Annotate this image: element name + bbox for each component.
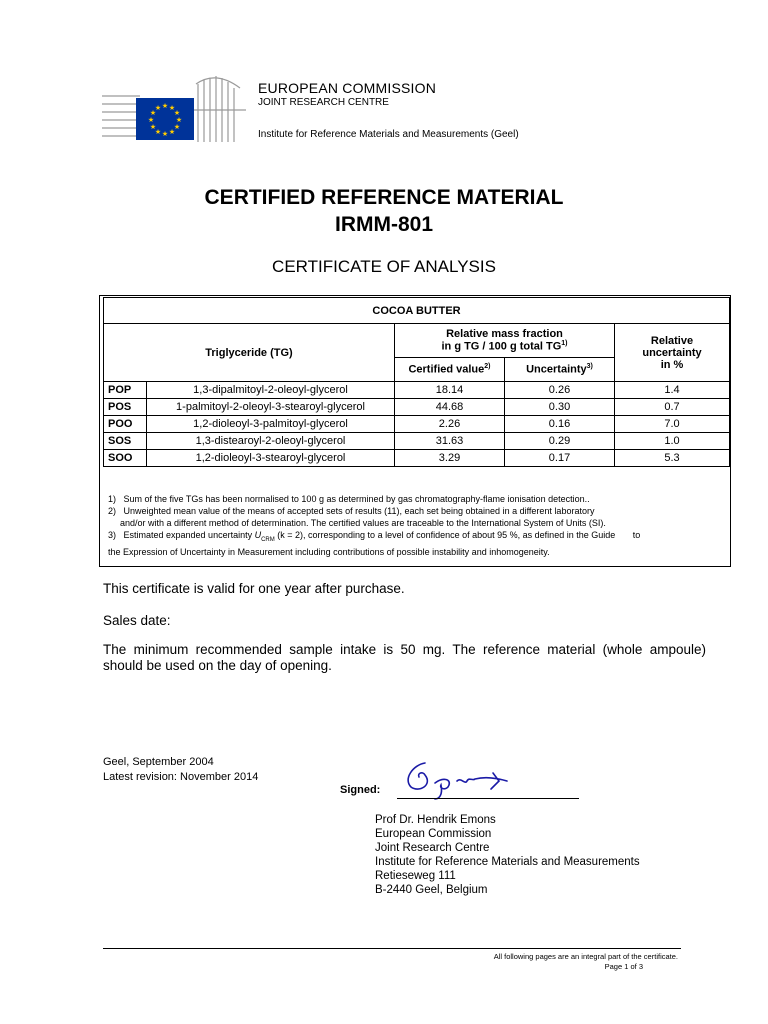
table-row: [104, 433, 730, 450]
footnote-2-continued: and/or with a different method of determination. The certified values are traceable to the International System of Units (SI).: [120, 518, 606, 528]
place-date: Geel, September 2004: [103, 756, 214, 768]
tg-code: POS: [104, 399, 147, 416]
dept-name: JOINT RESEARCH CENTRE: [258, 97, 389, 108]
certified-value: 31.63: [395, 433, 505, 450]
address-line: European Commission: [375, 828, 492, 840]
svg-text:★: ★: [161, 130, 169, 138]
svg-text:★: ★: [175, 116, 183, 124]
relative-uncertainty-value: 1.0: [615, 433, 730, 450]
svg-text:★: ★: [147, 116, 155, 124]
footnote-3: 3) Estimated expanded uncertainty $U_{CRM}$ (k = 2), corresponding to a level of confidence of about 95 %, as defined in the Guide to: [108, 530, 641, 543]
tg-name: 1-palmitoyl-2-oleoyl-3-stearoyl-glycerol: [147, 399, 395, 416]
document-subtitle: CERTIFICATE OF ANALYSIS: [272, 257, 496, 276]
header-certified-value: Certified value$^{2)}$: [395, 358, 505, 382]
footnote-1: 1) Sum of the five TGs has been normalised to 100 g as determined by gas chromatography-flame ionisation detection..: [108, 494, 590, 504]
svg-text:★: ★: [154, 128, 162, 136]
intake-statement: The minimum recommended sample intake is 50 mg. The reference material (whole ampoule) should be used on the day of opening.: [103, 642, 706, 673]
sales-date-label: Sales date:: [103, 613, 171, 628]
table-row: [104, 450, 730, 467]
signed-label: Signed:: [340, 784, 381, 796]
address-line: B-2440 Geel, Belgium: [375, 884, 488, 896]
tg-name: 1,3-dipalmitoyl-2-oleoyl-glycerol: [147, 382, 395, 399]
certified-value: 2.26: [395, 416, 505, 433]
validity-statement: This certificate is valid for one year after purchase.: [103, 581, 405, 596]
page-number: Page 1 of 3: [604, 962, 643, 971]
tg-code: SOO: [104, 450, 147, 467]
tg-code: SOS: [104, 433, 147, 450]
svg-text:★: ★: [168, 128, 176, 136]
table-row: [104, 382, 730, 399]
relative-uncertainty-value: 1.4: [615, 382, 730, 399]
handwritten-signature: [395, 755, 515, 800]
certified-value: 3.29: [395, 450, 505, 467]
svg-text:★: ★: [168, 104, 176, 112]
header-uncertainty: Uncertainty$^{3)}$: [505, 358, 615, 382]
european-commission-logo: [100, 70, 250, 145]
address-line: Retieseweg 111: [375, 870, 456, 882]
footer-note: All following pages are an integral part of the certificate.: [493, 952, 678, 961]
signature-line: [397, 798, 579, 799]
uncertainty-value: 0.30: [505, 399, 615, 416]
tg-name: 1,2-dioleoyl-3-palmitoyl-glycerol: [147, 416, 395, 433]
footnote-3-continued: the Expression of Uncertainty in Measurement including contributions of possible instability and inhomogeneity.: [108, 546, 550, 557]
signatory-address: [375, 813, 640, 897]
tg-code: POP: [104, 382, 147, 399]
svg-text:★: ★: [149, 123, 157, 131]
uncertainty-value: 0.17: [505, 450, 615, 467]
document-title: CERTIFIED REFERENCE MATERIAL: [204, 186, 564, 209]
svg-text:★: ★: [173, 109, 181, 117]
institute-name: Institute for Reference Materials and Measurements (Geel): [258, 129, 519, 140]
table-row: [104, 416, 730, 433]
relative-uncertainty-value: 0.7: [615, 399, 730, 416]
material-code: IRMM-801: [334, 213, 434, 236]
header-triglyceride: Triglyceride (TG): [104, 324, 395, 382]
svg-text:★: ★: [154, 104, 162, 112]
address-line: Institute for Reference Materials and Measurements: [375, 856, 640, 868]
svg-text:★: ★: [149, 109, 157, 117]
uncertainty-value: 0.26: [505, 382, 615, 399]
address-line: Prof Dr. Hendrik Emons: [375, 814, 496, 826]
table-row: [104, 399, 730, 416]
uncertainty-value: 0.16: [505, 416, 615, 433]
tg-code: POO: [104, 416, 147, 433]
footnote-2: 2) Unweighted mean value of the means of accepted sets of results (11), each set being obtained in a different laboratory: [108, 506, 595, 516]
relative-uncertainty-value: 7.0: [615, 416, 730, 433]
header-relative-uncertainty: Relative uncertainty in %: [615, 324, 730, 382]
org-name: EUROPEAN COMMISSION: [258, 80, 437, 96]
svg-text:★: ★: [173, 123, 181, 131]
tg-name: 1,3-distearoyl-2-oleoyl-glycerol: [147, 433, 395, 450]
material-name: COCOA BUTTER: [104, 298, 730, 324]
relative-uncertainty-value: 5.3: [615, 450, 730, 467]
table-footnotes: [108, 493, 728, 558]
footer-divider: [103, 948, 681, 949]
header-fraction: Relative mass fraction in g TG / 100 g total TG$^{1)}$: [395, 324, 615, 358]
certified-value: 18.14: [395, 382, 505, 399]
tg-name: 1,2-dioleoyl-3-stearoyl-glycerol: [147, 450, 395, 467]
uncertainty-value: 0.29: [505, 433, 615, 450]
results-table: [103, 297, 730, 467]
revision-date: Latest revision: November 2014: [103, 771, 259, 783]
address-line: Joint Research Centre: [375, 842, 490, 854]
svg-text:★: ★: [161, 102, 169, 110]
certified-value: 44.68: [395, 399, 505, 416]
